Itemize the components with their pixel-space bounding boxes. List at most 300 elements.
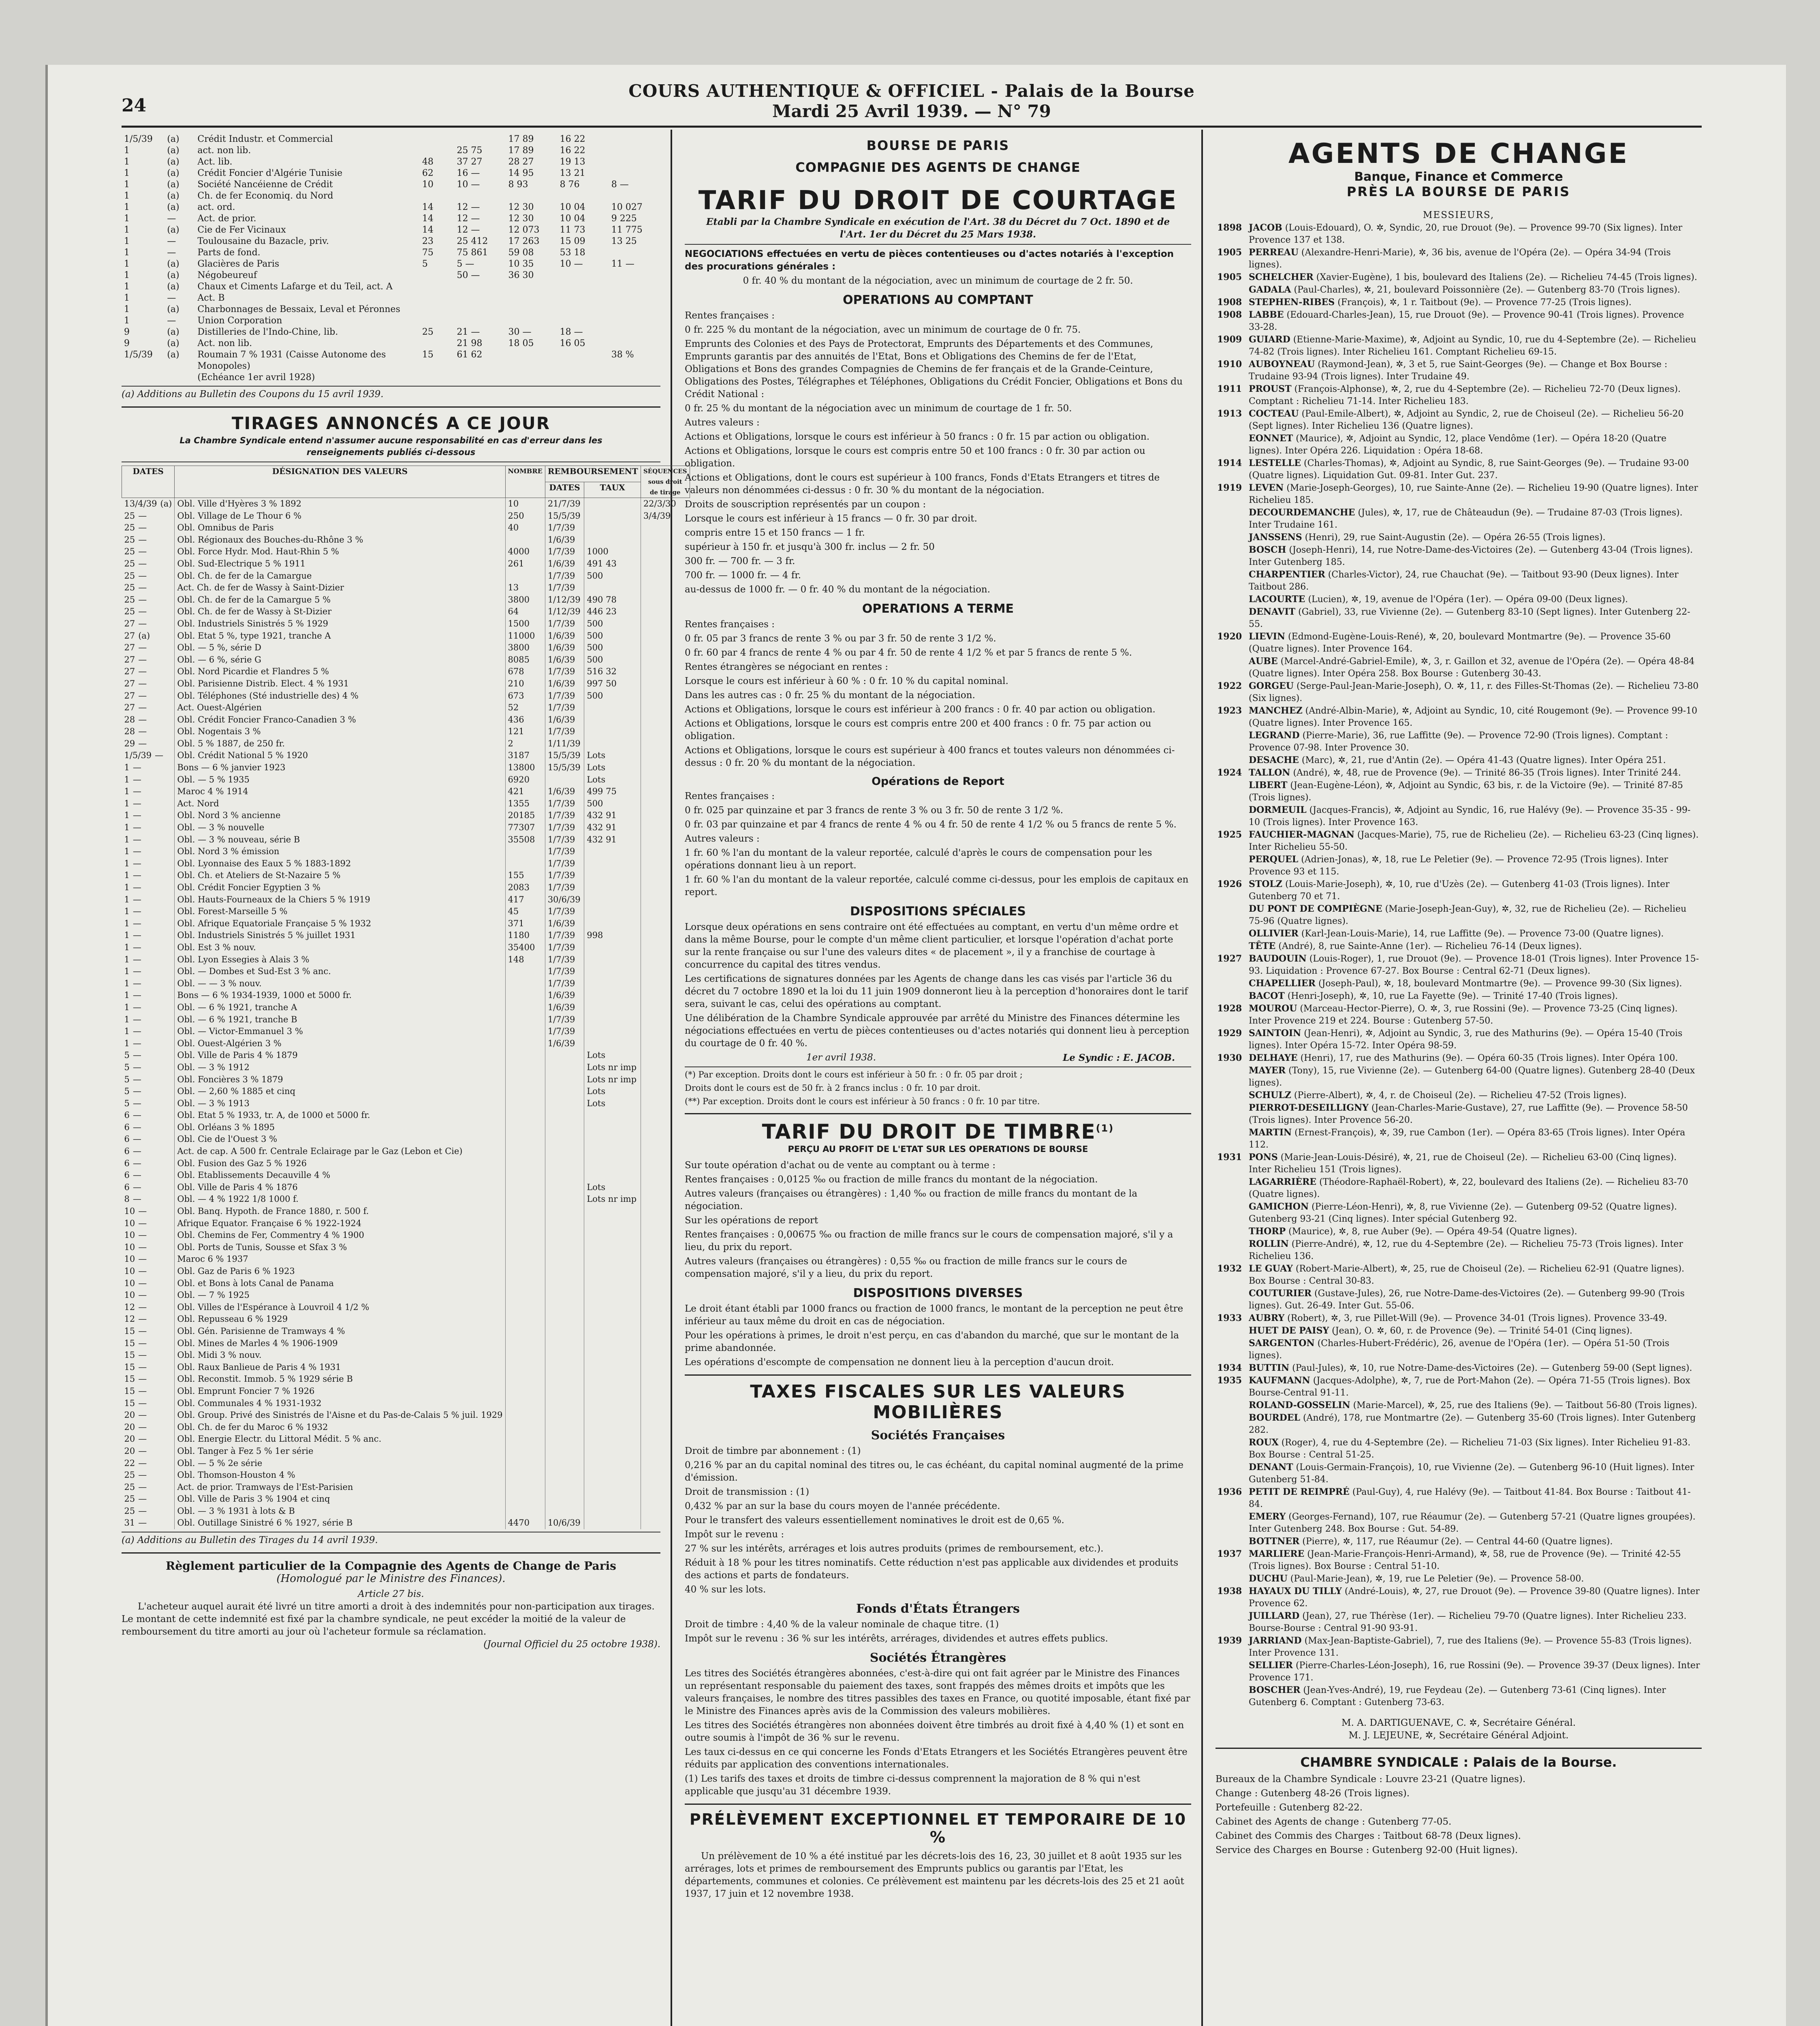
tirage-date-value: 1 xyxy=(124,918,130,928)
agent-year xyxy=(1215,1337,1247,1362)
coupon-val: 30 — xyxy=(508,327,532,337)
agent-name: BOSCHER xyxy=(1249,1685,1301,1695)
tirage-nombre xyxy=(505,1158,545,1170)
tirage-date-value: 25 xyxy=(124,594,135,605)
agent-name: ROLLIN xyxy=(1249,1239,1289,1249)
coupon-val: 13 21 xyxy=(560,168,585,178)
coupon-row xyxy=(122,168,660,179)
tirage-row xyxy=(122,714,690,726)
coupon-val: 14 95 xyxy=(508,168,534,178)
tirage-sequence xyxy=(641,750,690,762)
agent-row xyxy=(1215,1548,1702,1573)
tirage-mark: — xyxy=(132,1002,141,1012)
tirage-row xyxy=(122,1349,690,1361)
agent-detail: (Jean-Eugène-Léon), ✲, Adjoint au Syndic, 63 bis, r. de la Victoire (9e). — Trinité 87-85 (Trois lignes). xyxy=(1249,780,1683,803)
coupon-mark: — xyxy=(167,316,176,326)
timbre-line: Autres valeurs (françaises ou étrangères) : 0,55 ‰ ou fraction de mille francs sur le cours de compensation majoré, s'il y a lieu, du prix du report. xyxy=(685,1256,1127,1279)
tirage-sequence xyxy=(641,1098,690,1110)
tirage-sequence xyxy=(641,1158,690,1170)
tirage-date xyxy=(122,1218,175,1230)
tirage-sequence xyxy=(641,942,690,954)
tirage-sequence xyxy=(641,1325,690,1338)
tirage-nombre xyxy=(505,1265,545,1278)
tirage-remb-date: 1/7/39 xyxy=(545,858,584,870)
coupon-name: Charbonnages de Bessaix, Leval et Péronnes xyxy=(197,304,400,314)
tirage-sequence xyxy=(641,654,690,666)
tirage-sequence xyxy=(641,534,690,546)
agent-row xyxy=(1215,1573,1702,1585)
tirage-date xyxy=(122,1002,175,1014)
tirage-nombre xyxy=(505,1278,545,1290)
tirage-mark: — xyxy=(138,727,147,737)
agent-detail: (Charles-Victor), 24, rue Chauchat (9e). — Taitbout 93-90 (Deux lignes). Inter Taitbout 286. xyxy=(1249,570,1679,592)
agent-detail: (Paul-Charles), ✲, 21, boulevard Poissonnière (2e). — Gutenberg 83-70 (Trois lignes). xyxy=(1294,285,1680,295)
taxes-fr-list xyxy=(685,1445,1191,1596)
tirage-sequence xyxy=(641,1109,690,1122)
tirage-sequence xyxy=(641,822,690,834)
tirage-row xyxy=(122,1002,690,1014)
tirage-mark: — xyxy=(132,906,141,917)
coupon-name: Union Corporation xyxy=(197,316,282,326)
tirages-title: TIRAGES ANNONCÉS A CE JOUR xyxy=(231,413,551,433)
tirage-mark: — xyxy=(138,534,147,545)
tarif-neg-rate: 0 fr. 40 % du montant de la négociation, avec un minimum de courtage de 2 fr. 50. xyxy=(743,276,1133,286)
tirage-date-value: 1 xyxy=(124,1038,130,1048)
agent-name: STOLZ xyxy=(1249,879,1282,889)
tirage-date xyxy=(122,666,175,678)
tirage-taux xyxy=(584,942,641,954)
tirage-taux xyxy=(584,1169,641,1182)
agent-entry xyxy=(1247,1102,1702,1126)
agent-name: SELLIER xyxy=(1249,1660,1293,1671)
coupon-val: 61 62 xyxy=(457,350,483,360)
terme-title: OPERATIONS A TERME xyxy=(862,602,1014,616)
tirage-row xyxy=(122,1338,690,1350)
tirage-mark: — xyxy=(138,618,147,628)
coupon-mark: (a) xyxy=(167,304,179,314)
tirage-mark: — xyxy=(138,583,147,593)
agent-name: LACOURTE xyxy=(1249,594,1305,605)
tirage-row xyxy=(122,510,690,522)
tirage-taux xyxy=(584,1433,641,1445)
tirage-sequence xyxy=(641,1481,690,1494)
agent-entry xyxy=(1247,1511,1702,1535)
tirage-nombre xyxy=(505,1014,545,1026)
tarif-signature: Le Syndic : E. JACOB. xyxy=(1063,1052,1175,1063)
tirage-taux: 997 50 xyxy=(584,678,641,690)
tirage-row xyxy=(122,1038,690,1050)
tirage-remb-date: 1/7/39 xyxy=(545,978,584,990)
tirage-row xyxy=(122,690,690,702)
agent-row xyxy=(1215,408,1702,432)
tirage-taux: 432 91 xyxy=(584,810,641,822)
tirage-date-value: 12 xyxy=(124,1314,135,1324)
agent-entry xyxy=(1247,1176,1702,1201)
tirage-remb-date: 1/6/39 xyxy=(545,678,584,690)
tirage-date-value: 1 xyxy=(124,858,130,868)
agent-entry xyxy=(1247,1659,1702,1684)
agent-row xyxy=(1215,928,1702,940)
tirage-remb-date xyxy=(545,1218,584,1230)
coupon-val: 10 04 xyxy=(560,202,585,212)
tirage-taux xyxy=(584,1218,641,1230)
tirage-designation: Obl. Nord 3 % émission xyxy=(175,846,505,858)
tirage-taux xyxy=(584,522,641,534)
coupon-row xyxy=(122,236,660,247)
agent-year: 1937 xyxy=(1217,1549,1242,1559)
tirage-row xyxy=(122,894,690,906)
coupon-name: Act. lib. xyxy=(197,157,233,167)
tirage-mark: — xyxy=(138,1470,147,1480)
tirage-sequence xyxy=(641,726,690,738)
tirage-date xyxy=(122,1349,175,1361)
comptant-title: OPERATIONS AU COMPTANT xyxy=(843,293,1033,307)
agent-year: 1928 xyxy=(1217,1003,1242,1014)
tirage-row xyxy=(122,546,690,558)
tirage-mark: — xyxy=(132,966,141,977)
taxes-etr-line: Impôt sur le revenu : 36 % sur les intérêts, arrérages, dividendes et autres effets publics. xyxy=(685,1633,1108,1644)
tirage-row xyxy=(122,534,690,546)
tirage-remb-date xyxy=(545,1253,584,1265)
dispositions-list xyxy=(685,921,1191,1050)
agent-detail: (Jacques-Marie), 75, rue de Richelieu (2e). — Richelieu 63-23 (Cinq lignes). Inter Richelieu 55-50. xyxy=(1249,830,1699,852)
tirage-nombre: 421 xyxy=(505,786,545,798)
tirage-sequence xyxy=(641,1361,690,1374)
tirage-row xyxy=(122,1445,690,1458)
coupon-val: 16 05 xyxy=(560,338,585,348)
tirage-remb-date xyxy=(545,1421,584,1434)
agent-entry xyxy=(1247,853,1702,878)
tirage-nombre: 35508 xyxy=(505,834,545,846)
tirage-date xyxy=(122,1505,175,1517)
agent-year xyxy=(1215,531,1247,544)
coupon-name: act. ord. xyxy=(197,202,235,212)
tirage-date-value: 5 xyxy=(124,1098,130,1108)
tirage-sequence xyxy=(641,1074,690,1086)
coupon-table xyxy=(122,134,660,383)
agents-list xyxy=(1215,222,1702,1709)
tirage-row xyxy=(122,1361,690,1374)
agent-entry xyxy=(1247,506,1702,531)
agent-row xyxy=(1215,1052,1702,1064)
tirage-row xyxy=(122,654,690,666)
agent-detail: (Edouard-Charles-Jean), 15, rue Drouot (9e). — Provence 90-41 (Trois lignes). Provence 33-28. xyxy=(1249,310,1684,332)
tirage-nombre xyxy=(505,1361,545,1374)
tirage-nombre: 4000 xyxy=(505,546,545,558)
tirage-designation: Obl. Lyonnaise des Eaux 5 % 1883-1892 xyxy=(175,858,505,870)
tirage-date xyxy=(122,1278,175,1290)
tirage-remb-date xyxy=(545,1338,584,1350)
agent-name: KAUFMANN xyxy=(1249,1375,1310,1386)
coupon-name: Act. non lib. xyxy=(197,338,252,348)
tirage-remb-date: 30/6/39 xyxy=(545,894,584,906)
coupon-date: 1 xyxy=(124,145,130,156)
tirage-date-value: 27 xyxy=(124,643,135,653)
coupon-val xyxy=(420,304,454,315)
tirage-nombre xyxy=(505,1253,545,1265)
tirage-remb-date: 15/5/39 xyxy=(545,750,584,762)
tirage-nombre xyxy=(505,1098,545,1110)
tirage-designation: Maroc 6 % 1937 xyxy=(175,1253,505,1265)
tirage-designation: Obl. Gaz de Paris 6 % 1923 xyxy=(175,1265,505,1278)
tirage-row xyxy=(122,1229,690,1242)
agent-detail: (Joseph-Paul), ✲, 18, boulevard Montmartre (9e). — Provence 99-30 (Six lignes). xyxy=(1318,979,1682,989)
tirage-sequence xyxy=(641,1049,690,1062)
tirage-remb-date: 1/7/39 xyxy=(545,570,584,582)
agent-name: LEVEN xyxy=(1249,483,1284,493)
tirage-designation: Obl. — 4 % 1922 1/8 1000 f. xyxy=(175,1193,505,1205)
tirage-date xyxy=(122,858,175,870)
coupon-val: 11 775 xyxy=(611,225,643,235)
tirage-date-value: 25 xyxy=(124,583,135,593)
diverses-list xyxy=(685,1303,1191,1369)
tirage-remb-date xyxy=(545,1278,584,1290)
agent-year xyxy=(1215,1412,1247,1436)
tirage-taux xyxy=(584,1026,641,1038)
tirage-date-value: 27 xyxy=(124,678,135,688)
tirage-sequence xyxy=(641,702,690,714)
agent-entry xyxy=(1247,1461,1702,1486)
agent-detail: (Louis-Marie-Joseph), ✲, 10, rue d'Uzès (2e). — Gutenberg 41-03 (Trois lignes). Inter Gutenberg 70 et 71. xyxy=(1249,879,1670,902)
agent-detail: (Marie-Joseph-Jean-Guy), ✲, 32, rue de Richelieu (2e). — Richelieu 75-96 (Quatre lignes). xyxy=(1249,904,1687,926)
tirage-designation: Obl. — Dombes et Sud-Est 3 % anc. xyxy=(175,966,505,978)
tirage-date xyxy=(122,918,175,930)
agent-name: BACOT xyxy=(1249,991,1285,1001)
agent-detail: (Paul-Marie-Jean), ✲, 19, rue Le Peletier (9e). — Provence 58-00. xyxy=(1290,1574,1584,1584)
agent-row xyxy=(1215,1027,1702,1052)
tirage-remb-date: 10/6/39 xyxy=(545,1517,584,1529)
tirage-remb-date: 15/5/39 xyxy=(545,762,584,774)
agent-detail: (Marie-Marcel), ✲, 25, rue des Italiens (9e). — Taitbout 56-80 (Trois lignes). xyxy=(1353,1400,1698,1411)
tirage-sequence xyxy=(641,918,690,930)
tirage-designation: Obl. — 3 % nouvelle xyxy=(175,822,505,834)
agent-year xyxy=(1215,990,1247,1002)
agent-entry xyxy=(1247,990,1702,1002)
tirage-taux: Lots xyxy=(584,774,641,786)
tirage-row xyxy=(122,1169,690,1182)
agent-year xyxy=(1215,853,1247,878)
tirage-designation: Obl. — 3 % 1912 xyxy=(175,1062,505,1074)
chambre-line: Cabinet des Commis des Charges : Taitbout 68-78 (Deux lignes). xyxy=(1215,1831,1521,1841)
tirage-sequence xyxy=(641,810,690,822)
tirage-date xyxy=(122,1026,175,1038)
agent-detail: (André), 178, rue Montmartre (2e). — Gutenberg 35-60 (Trois lignes). Inter Gutenberg 282. xyxy=(1249,1413,1696,1435)
tirage-date-value: 25 xyxy=(124,1482,135,1492)
agent-year: 1933 xyxy=(1217,1313,1242,1323)
coupon-name: Act. B xyxy=(197,293,225,303)
agent-year xyxy=(1215,903,1247,928)
tirage-nombre xyxy=(505,1218,545,1230)
tirage-remb-date: 1/12/39 xyxy=(545,606,584,618)
comptant-line: compris entre 15 et 150 francs — 1 fr. xyxy=(685,528,865,538)
tirage-row xyxy=(122,1481,690,1494)
agent-year: 1932 xyxy=(1217,1263,1242,1274)
tirage-sequence xyxy=(641,714,690,726)
tirage-nombre xyxy=(505,1122,545,1134)
agent-entry xyxy=(1247,1486,1702,1511)
agent-detail: (Max-Jean-Baptiste-Gabriel), 7, rue des Italiens (9e). — Provence 55-83 (Trois lignes). Inter Provence 131. xyxy=(1249,1636,1692,1658)
tirage-mark: — xyxy=(132,1146,141,1156)
tirage-designation: Obl. Ch. de fer du Maroc 6 % 1932 xyxy=(175,1421,505,1434)
coupon-val xyxy=(558,372,609,383)
tirage-remb-date: 1/7/39 xyxy=(545,522,584,534)
tirage-nombre xyxy=(505,1049,545,1062)
agent-detail: (Ernest-François), ✲, 39, rue Cambon (1er). — Opéra 83-65 (Trois lignes). Inter Opéra 112. xyxy=(1249,1128,1685,1150)
agent-year xyxy=(1215,432,1247,457)
agent-entry xyxy=(1247,829,1702,853)
agent-year: 1910 xyxy=(1217,359,1242,370)
tirage-mark: — xyxy=(138,1314,147,1324)
tirage-designation: Obl. Ouest-Algérien 3 % xyxy=(175,1038,505,1050)
taxes-fr-line: Impôt sur le revenu : xyxy=(685,1529,784,1540)
agent-detail: (Théodore-Raphaël-Robert), ✲, 22, boulevard des Italiens (2e). — Richelieu 83-70 (Quatre lignes). xyxy=(1249,1177,1688,1199)
tirage-sequence xyxy=(641,1278,690,1290)
agent-row xyxy=(1215,1412,1702,1436)
agent-row xyxy=(1215,680,1702,705)
agent-detail: (Karl-Jean-Louis-Marie), 14, rue Laffitte (9e). — Provence 73-00 (Quatre lignes). xyxy=(1301,929,1664,939)
tirage-mark: — xyxy=(132,954,141,964)
tirage-mark: — xyxy=(138,1506,147,1516)
tirage-date xyxy=(122,1158,175,1170)
agent-year: 1927 xyxy=(1217,953,1242,964)
tirage-row xyxy=(122,702,690,714)
tirage-taux xyxy=(584,1205,641,1218)
tirage-sequence xyxy=(641,1433,690,1445)
tirage-date xyxy=(122,762,175,774)
tirage-nombre xyxy=(505,1385,545,1398)
coupon-name: (Echéance 1er avril 1928) xyxy=(197,372,315,383)
tirage-sequence xyxy=(641,558,690,570)
agent-row xyxy=(1215,309,1702,333)
tirage-row xyxy=(122,1421,690,1434)
report-line: 1 fr. 60 % l'an du montant de la valeur reportée, calculé comme ci-dessus, pour les emplois de capitaux en report. xyxy=(685,874,1189,898)
coupon-val xyxy=(609,338,660,349)
tirage-row xyxy=(122,882,690,894)
tirage-sequence xyxy=(641,642,690,654)
tirage-nombre: 673 xyxy=(505,690,545,702)
agent-detail: (Pierre-Léon-Henri), ✲, 8, rue Vivienne (2e). — Gutenberg 09-52 (Quatre lignes). Gutenberg 93-21 (Cinq lignes). Inter spécial Gutenberg 92. xyxy=(1249,1202,1677,1224)
tirage-date-value: 6 xyxy=(124,1134,130,1144)
agent-row xyxy=(1215,457,1702,482)
tirage-designation: Obl. — 6 % 1921, tranche B xyxy=(175,1014,505,1026)
tirage-date xyxy=(122,942,175,954)
tirage-row xyxy=(122,1158,690,1170)
agent-name: LAGARRIÈRE xyxy=(1249,1177,1317,1187)
tirage-taux xyxy=(584,954,641,966)
tirage-nombre: 3800 xyxy=(505,642,545,654)
agent-entry xyxy=(1247,1089,1702,1102)
tirage-mark: — xyxy=(138,547,147,557)
tirage-date xyxy=(122,498,175,510)
tirage-row xyxy=(122,774,690,786)
tirage-designation: Obl. et Bons à lots Canal de Panama xyxy=(175,1278,505,1290)
agent-year xyxy=(1215,1399,1247,1412)
agent-detail: (Joseph-Henri), 14, rue Notre-Dame-des-Victoires (2e). — Gutenberg 43-04 (Trois lignes). Inter Gutenberg 185. xyxy=(1249,545,1693,567)
agent-row xyxy=(1215,222,1702,246)
masthead-title: COURS AUTHENTIQUE & OFFICIEL - Palais de la Bourse xyxy=(628,81,1195,101)
tarif-footnote: Droits dont le cours est de 50 fr. à 2 francs inclus : 0 fr. 10 par droit. xyxy=(685,1083,980,1093)
agent-name: BOURDEL xyxy=(1249,1413,1300,1423)
coupon-val xyxy=(609,293,660,304)
tirage-sequence xyxy=(641,1373,690,1385)
chambre-title: CHAMBRE SYNDICALE : Palais de la Bourse. xyxy=(1300,1755,1617,1770)
tirage-date xyxy=(122,546,175,558)
agent-name: COUTURIER xyxy=(1249,1288,1312,1299)
agent-year xyxy=(1215,940,1247,953)
coupon-val xyxy=(609,134,660,145)
tirage-designation: Obl. Parisienne Distrib. Elect. 4 % 1931 xyxy=(175,678,505,690)
tirage-designation: Obl. — 3 % 1931 à lots & B xyxy=(175,1505,505,1517)
agent-name: THORP xyxy=(1249,1226,1286,1237)
tirage-remb-date xyxy=(545,1109,584,1122)
tirage-date xyxy=(122,690,175,702)
agent-entry xyxy=(1247,271,1702,284)
tirage-remb-date xyxy=(545,1049,584,1062)
tirage-date xyxy=(122,1313,175,1325)
tirage-remb-date: 1/7/39 xyxy=(545,546,584,558)
agent-detail: (Pierre-Albert), ✲, 4, r. de Choiseul (2e). — Richelieu 47-52 (Trois lignes). xyxy=(1294,1090,1627,1101)
coupon-val xyxy=(506,281,557,293)
tirage-date xyxy=(122,846,175,858)
tirage-date-value: 15 xyxy=(124,1350,135,1360)
coupon-row xyxy=(122,349,660,372)
agent-detail: (Louis-Roger), 1, rue Drouot (9e). — Provence 18-01 (Trois lignes). Inter Provence 15-93. Liquidation : Provence 67-27. Box Bourse : Central 62-71 (Deux lignes). xyxy=(1249,954,1699,976)
timbre-line: Autres valeurs (françaises ou étrangères) : 1,40 ‰ ou fraction de mille francs du montant de la négociation. xyxy=(685,1188,1138,1212)
tirage-designation: Obl. — 2,60 % 1885 et cinq xyxy=(175,1086,505,1098)
coupon-val: 17 263 xyxy=(508,236,540,246)
tirage-remb-date: 1/7/39 xyxy=(545,942,584,954)
dispositions-line: Lorsque deux opérations en sens contraire ont été effectuées au comptant, en vertu d'un même ordre et dans la même Bourse, pour le compte d'un même client particulier, et lorsque l'opération d'achat porte sur la rente française ou sur l'une des valeurs dites « de placement », il y a franchise de courtage à concurrence du capital des titres vendus. xyxy=(685,922,1179,970)
tirage-mark: — xyxy=(138,1518,147,1528)
coupon-name: Cie de Fer Vicinaux xyxy=(197,225,286,235)
tirage-date xyxy=(122,1517,175,1529)
tirage-remb-date xyxy=(545,1074,584,1086)
coupon-val: 50 — xyxy=(457,270,480,280)
agent-name: COCTEAU xyxy=(1249,408,1299,419)
coupon-val xyxy=(609,145,660,156)
tirage-date-value: 13/4/39 xyxy=(124,499,157,509)
tirage-date-value: 10 xyxy=(124,1206,135,1216)
tirage-date xyxy=(122,1049,175,1062)
agent-row xyxy=(1215,1659,1702,1684)
tirage-remb-date: 1/6/39 xyxy=(545,1002,584,1014)
tirage-sequence xyxy=(641,954,690,966)
tirage-mark: — xyxy=(138,1218,147,1228)
tirage-row xyxy=(122,618,690,630)
tirage-date xyxy=(122,594,175,606)
tirage-date xyxy=(122,882,175,894)
tirage-taux xyxy=(584,978,641,990)
tirage-remb-date: 1/6/39 xyxy=(545,558,584,570)
tirage-date xyxy=(122,582,175,594)
coupon-name: Crédit Industr. et Commercial xyxy=(197,134,333,144)
coupon-row xyxy=(122,304,660,315)
agent-year xyxy=(1215,729,1247,754)
tirage-nombre: 261 xyxy=(505,558,545,570)
agent-row xyxy=(1215,506,1702,531)
tirage-remb-date: 1/11/39 xyxy=(545,738,584,750)
tirage-row xyxy=(122,582,690,594)
coupon-val xyxy=(609,190,660,202)
coupon-row xyxy=(122,338,660,349)
coupon-val: 28 27 xyxy=(508,157,534,167)
tirage-mark: — xyxy=(132,1074,141,1084)
tirage-row xyxy=(122,666,690,678)
tirage-mark: — xyxy=(138,1350,147,1360)
tirage-sequence xyxy=(641,690,690,702)
tirage-sequence xyxy=(641,738,690,750)
coupon-val: 10 027 xyxy=(611,202,643,212)
